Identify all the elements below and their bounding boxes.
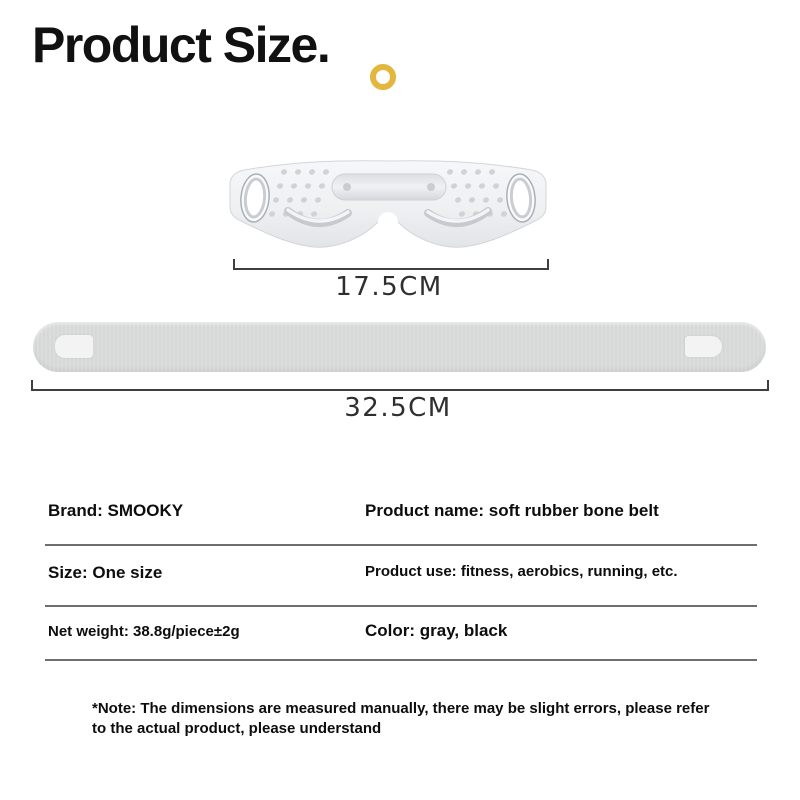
belt-right-tab (685, 336, 722, 357)
accent-ring-icon (370, 64, 396, 90)
table-divider (45, 544, 757, 546)
spec-product-use: Product use: fitness, aerobics, running, etc. (365, 563, 678, 580)
belt-length-dimension-line (31, 380, 769, 391)
spec-size: Size: One size (48, 563, 163, 582)
spec-brand: Brand: SMOOKY (48, 501, 184, 520)
footnote: *Note: The dimensions are measured manually, there may be slight errors, please refer to the actual product, please understand (92, 700, 710, 738)
center-bar (332, 174, 446, 200)
item-width-label: 17.5CM (335, 272, 443, 302)
belt-left-tab (55, 335, 93, 358)
bridge-notch (378, 212, 398, 232)
spec-product-name: Product name: soft rubber bone belt (365, 501, 659, 520)
spec-color: Color: gray, black (365, 621, 508, 640)
table-divider (45, 605, 757, 607)
belt-length-label: 32.5CM (344, 393, 452, 423)
table-divider (45, 659, 757, 661)
belt-strap (33, 322, 766, 372)
spec-net-weight: Net weight: 38.8g/piece±2g (48, 623, 240, 640)
item-width-dimension-line (233, 259, 549, 270)
page-title: Product Size. (32, 17, 330, 73)
product-figure-svg (228, 158, 548, 254)
